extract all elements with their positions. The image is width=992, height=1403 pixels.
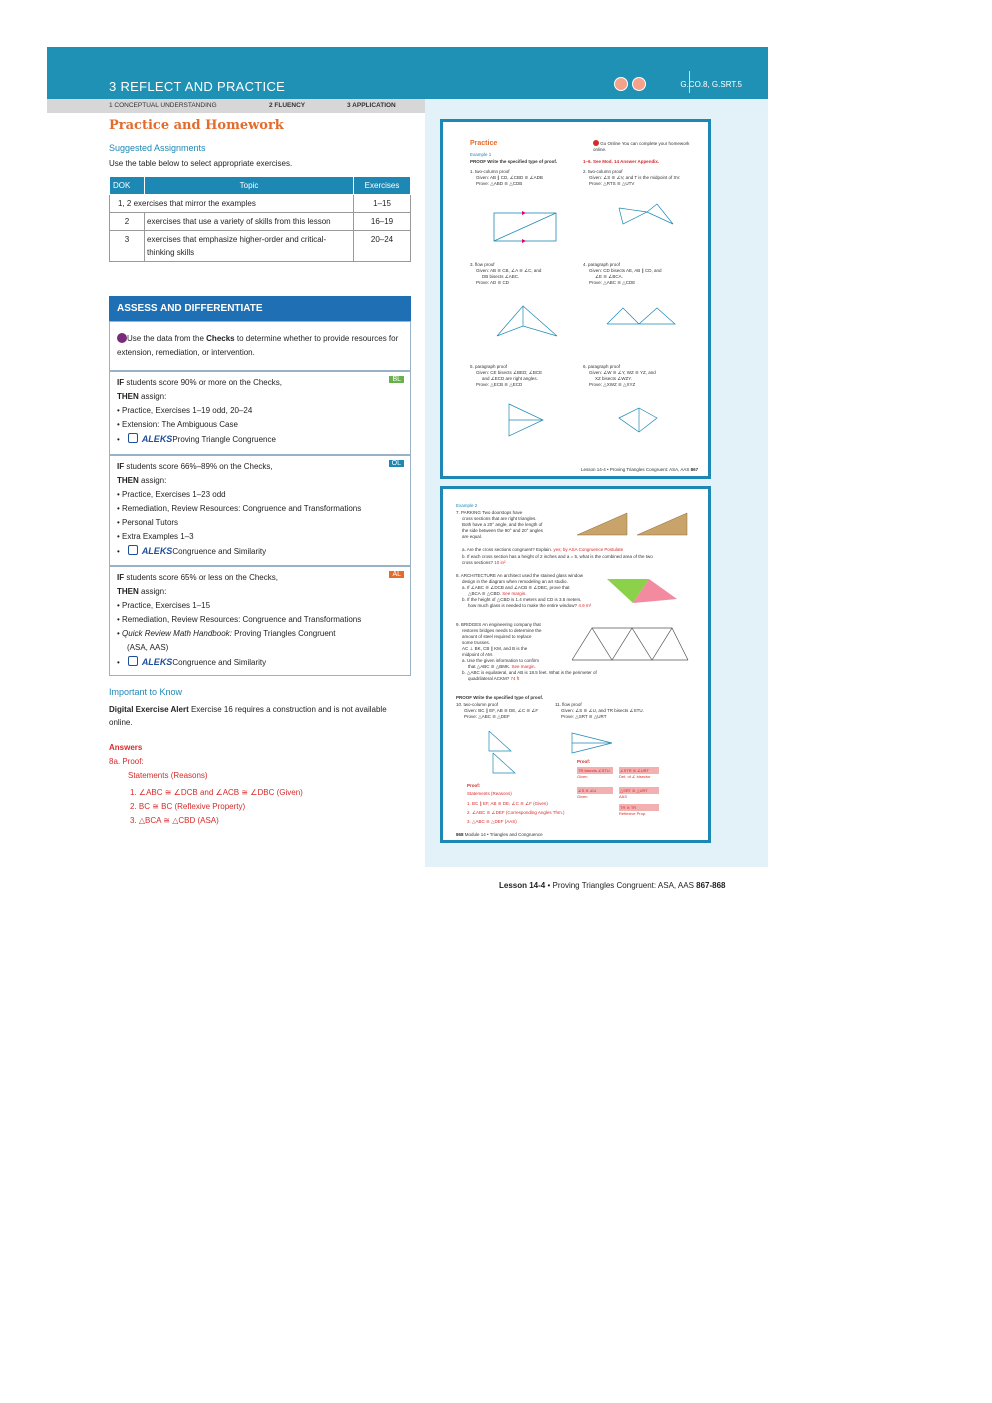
- table-row: [110, 213, 411, 231]
- important-heading: Important to Know: [109, 687, 183, 697]
- list-item: • Practice, Exercises 1–23 odd: [117, 490, 226, 499]
- figure-abc-def: [483, 727, 528, 779]
- exercises-cell: 1–15: [354, 195, 411, 213]
- list-item: • Remediation, Review Resources: Congruence and Transformations: [117, 615, 362, 624]
- list-item: • ALEKSProving Triangle Congruence: [117, 434, 276, 444]
- figure-wxyz: [613, 404, 663, 436]
- aleks-icon: [128, 656, 138, 666]
- group-icon: [632, 77, 646, 91]
- answer-line: 2. BC ≅ BC (Reflexive Property): [130, 802, 246, 811]
- list-item: • Extra Examples 1–3: [117, 532, 194, 541]
- list-item: • ALEKSCongruence and Similarity: [117, 546, 267, 556]
- suggested-assignments-heading: Suggested Assignments: [109, 143, 206, 153]
- ol-block: OL IF students score 66%–89% on the Checks, THEN assign: • Practice, Exercises 1–23 odd • Remediation, Review Resources: Congruence and Transformations • Personal Tutors • Extra Examples 1–3 • ALEKSCongruence and Similarity: [109, 455, 411, 566]
- answers-note: 1–6. See Mod. 14 Answer Appendix.: [583, 159, 660, 164]
- figure-doorstops: [575, 509, 700, 539]
- exercise-2: 2. two-column proof Given: ∠S ≅ ∠V, and T is the midpoint of SV. Prove: △RTS ≅ △UTV: [583, 169, 681, 186]
- al-block: AL IF students score 65% or less on the Checks, THEN assign: • Practice, Exercises 1–15 • Remediation, Review Resources: Congruence and Transformations • Quick Review Math Handbook: Proving Triangles Congruent (ASA, AAS) • ALEKSCongruence and Similarity: [109, 566, 411, 676]
- exercise-9: 9. BRIDGES An engineering company that restores bridges needs to determine the amount of steel required to replace some trusses. AC ⊥ BK, CB ∥ KM, and B is the midpoint of AM. a. Use the given information to confirm that △ABC ≅ △BMK. See margin. b. △ABC is equilateral, and AB is 18.5 feet. What is the perimeter of quadrilateral ACKM? 74 ft: [456, 622, 597, 681]
- example-label: Example 1: [470, 152, 492, 157]
- section-title: 3 REFLECT AND PRACTICE: [109, 79, 286, 94]
- aleks-logo: ALEKS: [141, 434, 173, 444]
- lesson-steps-bar: [47, 99, 425, 113]
- section-header: [47, 47, 768, 99]
- assess-title: ASSESS AND DIFFERENTIATE: [109, 296, 411, 321]
- exercise-7: 7. PARKING Two doorstops have cross sections that are right triangles. Both have a 20° angle, and the length of the side between the 90° and 20° angles are equal.: [456, 510, 543, 539]
- page-footer: Lesson 14-4 • Proving Triangles Congruent: ASA, AAS 867: [581, 467, 699, 472]
- proof-instruction: PROOF Write the specified type of proof.: [470, 159, 558, 164]
- list-item: (ASA, AAS): [127, 643, 169, 652]
- figure-window: [603, 575, 688, 607]
- figure-srtu: [568, 729, 618, 757]
- aleks-icon: [128, 545, 138, 555]
- proof-subtitle: Statements (Reasons): [467, 791, 512, 796]
- intro-text: Use the table below to select appropriate exercises.: [109, 159, 293, 168]
- exercise-1: 1. two-column proof Given: AB ∥ CD, ∠CBD ≅ ∠ADB Prove: △ABD ≅ △CDB: [470, 169, 543, 186]
- table-row: [110, 231, 411, 262]
- aleks-logo: ALEKS: [141, 546, 173, 556]
- answer-line: 1. ∠ABC ≅ ∠DCB and ∠ACB ≅ ∠DBC (Given): [130, 788, 303, 797]
- assess-intro: Use the data from the Checks to determine whether to provide resources for extension, remediation, or intervention.: [109, 321, 411, 371]
- page-title: Practice: [470, 140, 498, 147]
- standards-label: G.CO.8, G.SRT.5: [680, 80, 742, 89]
- figure-bridge-truss: [568, 624, 693, 666]
- person-icon: [614, 77, 628, 91]
- proof-lines: 1. BC ∥ EF, AB ≅ DE, ∠C ≅ ∠F (Given) 2. ∠ABC ≅ ∠DEF (Corresponding Angles Thm.) 3. △ABC ≅ △DEF (AAS): [467, 801, 565, 824]
- bl-badge: BL: [389, 376, 404, 383]
- exercise-10: 10. two-column proof Given: BC ∥ EF, AB ≅ DE, ∠C ≅ ∠F Prove: △ABC ≅ △DEF: [456, 702, 539, 719]
- topic-cell: exercises that use a variety of skills from this lesson: [145, 213, 354, 231]
- table-row: [110, 195, 411, 213]
- topic-cell: exercises that mirror the examples: [133, 199, 256, 208]
- answer-lines: [130, 786, 303, 828]
- page-footer: 868 Module 14 • Triangles and Congruence: [456, 832, 543, 837]
- step-application: 3 APPLICATION: [347, 102, 396, 109]
- step-fluency: 2 FLUENCY: [269, 102, 306, 109]
- exercise-7a: a. Are the cross sections congruent? Explain. yes; by ASA Congruence Postulate: [462, 547, 624, 552]
- list-item: • Extension: The Ambiguous Case: [117, 420, 238, 429]
- dok-header: DOK: [110, 177, 145, 195]
- ol-badge: OL: [389, 460, 404, 467]
- proof-instruction: PROOF Write the specified type of proof.: [456, 695, 544, 700]
- al-badge: AL: [389, 571, 404, 578]
- student-page-868: [440, 486, 711, 843]
- data-icon: [117, 333, 127, 343]
- proof-title: Proof:: [467, 783, 481, 788]
- figure-bcde: [503, 400, 553, 440]
- figure-abcd-rectangle: [488, 207, 568, 247]
- page-footer-lesson: Lesson 14-4 • Proving Triangles Congruent: ASA, AAS 867-868: [499, 881, 726, 890]
- exercise-8: 8. ARCHITECTURE An architect used the stained glass window design in the diagram when remodeling an art studio. a. If ∠ABC ≅ ∠DCB and ∠ACB ≅ ∠DBC, prove that △BCA ≅ △CBD. See margin. b. If the height of △CBD is 1.4 meters and CD is 3.5 meters, how much glass is needed to make the entire window? 4.9 m²: [456, 573, 592, 608]
- answer-subtitle: Statements (Reasons): [128, 771, 208, 780]
- answers-heading: Answers: [109, 743, 143, 752]
- student-page-867: [440, 119, 711, 479]
- list-item: • Quick Review Math Handbook: Proving Triangles Congruent: [117, 629, 336, 638]
- important-text: Digital Exercise Alert Exercise 16 requires a construction and is not available online.: [109, 705, 387, 727]
- topic-cell: exercises that emphasize higher-order and critical-thinking skills: [145, 231, 354, 262]
- go-online-icon: [593, 140, 599, 146]
- list-item: • Personal Tutors: [117, 518, 179, 527]
- exercise-11: 11. flow proof Given: ∠S ≅ ∠U, and TR bisects ∠STU. Prove: △SRT ≅ △URT: [555, 702, 644, 719]
- dok-table: [109, 176, 411, 262]
- example-label: Example 2: [456, 503, 478, 508]
- exercise-4: 4. paragraph proof Given: CD bisects AE, AB ∥ CD, and ∠E ≅ ∠BCA. Prove: △ABC ≅ △CDE: [583, 262, 662, 285]
- flow-proof: TR bisects ∠STU. Given ∠STR ≅ ∠URT Def. of ∠ bisector ∠S ≅ ∠U Given △SRT ≅ △URT AAS TR ≅ TR Reflexive Prop.: [577, 767, 659, 816]
- exercise-5: 5. paragraph proof Given: CE bisects ∠BED; ∠BCE and ∠ECD are right angles. Prove: △ECB ≅ △ECD: [470, 364, 543, 387]
- exercises-cell: 16–19: [354, 213, 411, 231]
- dok-cell: 1, 2: [118, 199, 132, 208]
- answer-label: 8a. Proof:: [109, 757, 144, 766]
- list-item: • Practice, Exercises 1–15: [117, 601, 211, 610]
- exercise-6: 6. paragraph proof Given: ∠W ≅ ∠Y, WZ ≅ YZ, and XZ bisects ∠WZY. Prove: △XWZ ≅ △XYZ: [583, 364, 656, 387]
- exercises-cell: 20–24: [354, 231, 411, 262]
- list-item: • ALEKSCongruence and Similarity: [117, 657, 267, 667]
- practice-title: Practice and Homework: [109, 118, 284, 133]
- exercise-3: 3. flow proof Given: AB ≅ CB, ∠A ≅ ∠C, and DB bisects ∠ABC. Prove: AD ≅ CD: [470, 262, 542, 285]
- dok-cell: 3: [110, 231, 145, 262]
- aleks-logo: ALEKS: [141, 657, 173, 667]
- go-online-note: Go Online You can complete your homework online.: [593, 141, 690, 152]
- topic-header: Topic: [145, 177, 354, 195]
- assess-differentiate-box: [109, 296, 411, 676]
- answer-line: 3. △BCA ≅ △CBD (ASA): [130, 816, 219, 825]
- dok-cell: 2: [110, 213, 145, 231]
- flow-proof-title: Proof:: [577, 759, 591, 764]
- step-conceptual: 1 CONCEPTUAL UNDERSTANDING: [109, 102, 217, 109]
- exercises-header: Exercises: [354, 177, 411, 195]
- aleks-icon: [128, 433, 138, 443]
- figure-abcd-kite: [493, 302, 563, 342]
- list-item: • Practice, Exercises 1–19 odd, 20–24: [117, 406, 253, 415]
- exercise-7b: b. If each cross section has a height of 2 inches and a = 5, what is the combined area of the two cross sections? 10 in²: [462, 554, 653, 565]
- bl-block: BL IF students score 90% or more on the Checks, THEN assign: • Practice, Exercises 1–19 odd, 20–24 • Extension: The Ambiguous Case • ALEKSProving Triangle Congruence: [109, 371, 411, 455]
- figure-rstuv: [613, 202, 683, 232]
- list-item: • Remediation, Review Resources: Congruence and Transformations: [117, 504, 362, 513]
- figure-abcde: [603, 304, 683, 329]
